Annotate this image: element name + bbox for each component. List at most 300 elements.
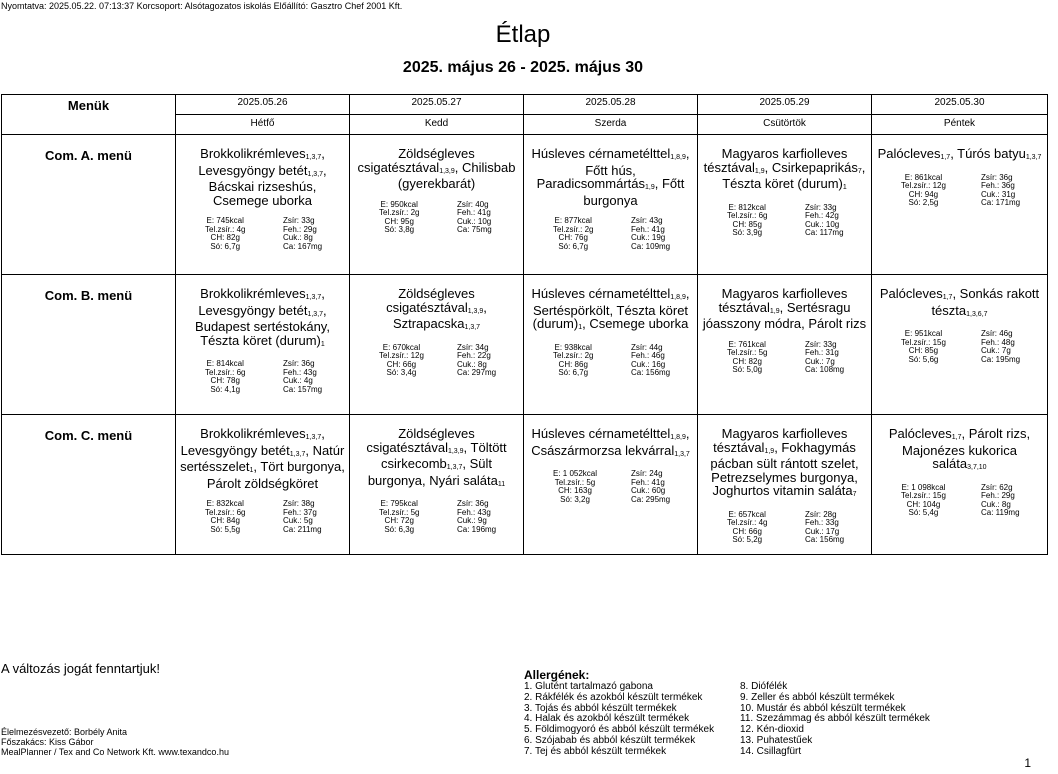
day-name: Hétfő: [176, 114, 349, 130]
menu-cell: [524, 415, 698, 555]
nutrition-value: Ca: 195mg: [981, 354, 1021, 364]
nutrition-value: Cuk.: 7g: [981, 346, 1011, 356]
nutrition-value: Zsír: 33g: [805, 202, 837, 212]
nutrition-value: Tel.zsír.: 15g: [901, 337, 946, 347]
nutrition-value: Cuk.: 7g: [805, 356, 835, 366]
dish-description: [528, 147, 693, 207]
nutrition-value: E: 812kcal: [728, 202, 766, 212]
nutrition-value: Feh.: 36g: [981, 181, 1015, 191]
day-name: Kedd: [350, 114, 523, 130]
nutrition-value: CH: 85g: [908, 346, 939, 356]
allergen-item: 7. Tej és abból készült termékek: [524, 745, 667, 757]
allergen-codes: 1,8,9: [670, 154, 686, 161]
nutrition-info: [702, 511, 867, 545]
nutrition-info: [354, 500, 519, 534]
nutrition-value: Cuk.: 9g: [457, 516, 487, 526]
nutrition-column: [631, 217, 685, 251]
allergen-item: 3. Tojás és abból készült termékek: [524, 702, 677, 714]
dish-text: Zöldségleves csigatésztával: [386, 286, 475, 315]
nutrition-info: [354, 201, 519, 235]
nutrition-info: [876, 174, 1043, 208]
nutrition-value: CH: 94g: [908, 189, 939, 199]
dish-text: Húsleves cérnametélttel: [531, 286, 671, 301]
dish-text: Palócleves: [888, 426, 952, 441]
menu-cell: [524, 275, 698, 415]
allergen-item: 5. Földimogyoró és abból készült termékek: [524, 724, 715, 736]
dish-text: , Párolt rizs, Majonézes kukorica saláta: [902, 426, 1031, 472]
nutrition-column: [553, 344, 593, 378]
dish-text: , Levesgyöngy betét: [180, 426, 325, 458]
nutrition-value: Tel.zsír.: 2g: [379, 208, 420, 218]
nutrition-value: Tel.zsír.: 6g: [205, 367, 246, 377]
allergen-item: 6. Szójabab és abból készült termékek: [524, 734, 696, 746]
dish-text: , Császármorzsa lekvárral: [531, 426, 690, 458]
nutrition-value: Ca: 171mg: [981, 198, 1021, 208]
nutrition-value: E: 795kcal: [380, 499, 418, 509]
dish-text: , Levesgyöngy betét: [198, 146, 325, 178]
nutrition-value: CH: 86g: [558, 359, 588, 369]
dish-description: [876, 427, 1043, 474]
nutrition-value: E: 745kcal: [206, 216, 244, 226]
menu-cell: [350, 275, 524, 415]
nutrition-value: E: 657kcal: [728, 509, 766, 519]
dish-text: Palócleves: [877, 146, 941, 161]
nutrition-column: [283, 217, 337, 251]
allergen-codes: 1,3,7: [464, 324, 481, 332]
day-header: [524, 95, 698, 135]
dish-text: , Sztrapacska: [392, 299, 487, 332]
allergen-codes: 1,3,7: [307, 170, 324, 178]
staff-line: Élelmezésvezető: Borbély Anita: [1, 727, 128, 737]
dish-description: [702, 427, 867, 501]
allergen-codes: 1: [578, 324, 583, 332]
dish-text: Magyaros karfiolleves tésztával: [703, 146, 848, 175]
allergen-codes: 1,3,7: [305, 294, 322, 301]
menu-cell: [872, 275, 1048, 415]
nutrition-value: Tel.zsír.: 5g: [379, 507, 420, 517]
dish-text: , Chilisbab (gyerekbarát): [397, 159, 516, 192]
menu-cell: [872, 135, 1048, 275]
dish-description: [354, 427, 519, 490]
allergen-codes: 1,9: [645, 184, 655, 192]
day-header: [872, 95, 1048, 135]
nutrition-column: [901, 330, 946, 364]
nutrition-column: [727, 204, 767, 238]
nutrition-value: E: 1 052kcal: [553, 469, 598, 479]
day-date: 2025.05.28: [585, 97, 636, 108]
dish-text: , Sonkás rakott tészta: [931, 286, 1040, 318]
nutrition-value: Feh.: 46g: [631, 351, 665, 361]
menu-cell: [698, 135, 872, 275]
dish-text: , Bácskai rizseshús, Csemege uborka: [208, 162, 327, 208]
nutrition-value: Ca: 75mg: [457, 225, 492, 235]
day-date: 2025.05.30: [934, 97, 985, 108]
nutrition-value: Feh.: 22g: [457, 351, 491, 361]
menus-column-header: Menük: [2, 95, 176, 135]
nutrition-value: Tel.zsír.: 5g: [727, 348, 768, 358]
dish-text: , Fokhagymás pácban sült rántott szelet, Petrezselymes burgonya, Joghurtos vitamin saláta: [710, 439, 859, 499]
nutrition-value: CH: 76g: [558, 233, 588, 243]
staff-info: [1, 727, 229, 757]
nutrition-value: Feh.: 31g: [805, 348, 839, 358]
nutrition-info: [528, 344, 693, 378]
nutrition-value: Zsír: 36g: [457, 499, 489, 509]
nutrition-value: Zsír: 36g: [981, 172, 1013, 182]
dish-text: , Sertéspörkölt, Tészta köret (durum): [532, 286, 690, 332]
nutrition-value: Zsír: 33g: [283, 216, 315, 226]
nutrition-column: [981, 330, 1035, 364]
nutrition-info: [528, 217, 693, 251]
nutrition-value: E: 950kcal: [380, 199, 418, 209]
nutrition-info: [180, 500, 345, 534]
nutrition-info: [702, 341, 867, 375]
nutrition-info: [180, 217, 345, 251]
nutrition-value: Tel.zsír.: 2g: [553, 351, 594, 361]
nutrition-info: [528, 470, 693, 504]
dish-text: , Töltött csirkecomb: [381, 439, 507, 472]
nutrition-value: CH: 85g: [732, 219, 762, 229]
change-notice: A változás jogát fenntartjuk!: [1, 661, 160, 676]
nutrition-value: Tel.zsír.: 6g: [205, 507, 246, 517]
allergen-codes: 1,9: [764, 447, 775, 455]
nutrition-value: Ca: 211mg: [283, 524, 322, 534]
allergen-codes: 1,3,6,7: [966, 310, 988, 318]
menu-body: [2, 135, 1048, 555]
dish-text: Brokkolikrémleves: [200, 426, 306, 441]
dish-text: , Tört burgonya, Párolt zöldségköret: [206, 459, 345, 491]
nutrition-value: Ca: 157mg: [283, 384, 323, 394]
nutrition-value: Só: 2,5g: [908, 198, 939, 208]
allergen-codes: 1,3,9: [467, 307, 484, 315]
nutrition-value: Cuk.: 17g: [805, 526, 840, 536]
nutrition-column: [631, 470, 685, 504]
nutrition-value: CH: 82g: [732, 356, 762, 366]
nutrition-value: CH: 78g: [210, 376, 240, 386]
nutrition-value: Zsír: 24g: [631, 469, 663, 479]
nutrition-value: Ca: 156mg: [631, 368, 671, 378]
nutrition-value: CH: 95g: [384, 216, 414, 226]
nutrition-value: E: 951kcal: [904, 329, 943, 339]
allergen-codes: 1,9: [769, 307, 780, 315]
allergen-codes: 1,3,7: [674, 450, 690, 458]
nutrition-column: [805, 204, 859, 238]
allergen-codes: 1,8,9: [670, 434, 686, 441]
allergen-item: 2. Rákfélék és azokból készült termékek: [524, 691, 703, 703]
nutrition-info: [354, 344, 519, 378]
allergen-codes: 1,7: [951, 434, 962, 441]
allergen-codes: 11: [497, 480, 506, 488]
allergen-codes: 1: [249, 467, 254, 475]
nutrition-column: [727, 511, 767, 545]
nutrition-value: Tel.zsír.: 5g: [554, 477, 596, 487]
dish-description: [354, 287, 519, 334]
page-number: 1: [1024, 756, 1031, 770]
nutrition-value: Cuk.: 5g: [283, 516, 313, 526]
allergen-item: 11. Szezámmag és abból készült termékek: [740, 713, 930, 725]
nutrition-value: Só: 5,6g: [908, 354, 939, 364]
nutrition-value: CH: 82g: [210, 233, 240, 243]
nutrition-column: [457, 344, 511, 378]
nutrition-value: Feh.: 43g: [283, 367, 317, 377]
nutrition-value: Ca: 297mg: [457, 368, 497, 378]
nutrition-column: [283, 360, 337, 394]
allergen-codes: 1,7: [940, 154, 951, 161]
dish-text: , Csemege uborka: [582, 316, 689, 332]
nutrition-value: Feh.: 37g: [283, 507, 317, 517]
menu-cell: [176, 275, 350, 415]
dish-description: [876, 147, 1043, 164]
dish-text: , Csirkepaprikás: [764, 159, 858, 175]
nutrition-value: Cuk.: 60g: [631, 486, 666, 496]
allergen-item: 8. Diófélék: [740, 681, 788, 692]
menu-row: [2, 415, 1048, 555]
dish-description: [702, 287, 867, 331]
dish-text: , Levesgyöngy betét: [198, 286, 325, 318]
nutrition-value: Tel.zsír.: 6g: [727, 211, 768, 221]
nutrition-value: Só: 5,2g: [732, 535, 763, 545]
menu-cell: [350, 415, 524, 555]
day-date: 2025.05.29: [759, 97, 810, 108]
menu-cell: [872, 415, 1048, 555]
nutrition-value: CH: 66g: [732, 526, 762, 536]
nutrition-column: [205, 500, 245, 534]
dish-text: Húsleves cérnametélttel: [531, 426, 671, 441]
nutrition-value: Só: 5,4g: [908, 508, 939, 518]
day-header: [176, 95, 350, 135]
nutrition-value: Cuk.: 8g: [457, 359, 487, 369]
nutrition-value: E: 1 098kcal: [901, 482, 946, 492]
nutrition-value: Ca: 196mg: [457, 524, 497, 534]
nutrition-column: [379, 500, 419, 534]
menu-row: [2, 135, 1048, 275]
nutrition-value: Só: 6,7g: [210, 241, 241, 251]
dish-description: [528, 287, 693, 334]
allergen-codes: 1,3,7: [289, 450, 306, 458]
dish-description: [180, 287, 345, 350]
nutrition-column: [283, 500, 337, 534]
allergens-title: Allergének:: [524, 668, 590, 682]
nutrition-value: Só: 5,0g: [732, 365, 763, 375]
dish-text: Zöldségleves csigatésztával: [366, 426, 475, 455]
dish-description: [702, 147, 867, 194]
nutrition-value: Só: 5,5g: [210, 524, 241, 534]
dish-text: Húsleves cérnametélttel: [531, 146, 671, 161]
dish-description: [354, 147, 519, 191]
dish-description: [180, 147, 345, 207]
nutrition-value: Zsír: 40g: [457, 199, 489, 209]
nutrition-value: Ca: 156mg: [805, 535, 845, 545]
allergen-item: 14. Csillagfürt: [740, 745, 802, 757]
dish-text: Brokkolikrémleves: [200, 286, 306, 301]
nutrition-column: [457, 500, 511, 534]
allergen-item: 10. Mustár és abból készült termékek: [740, 702, 906, 714]
nutrition-value: Só: 6,3g: [384, 524, 415, 534]
nutrition-column: [457, 201, 511, 235]
day-name: Csütörtök: [698, 114, 871, 130]
allergen-codes: 1: [842, 184, 847, 192]
nutrition-value: E: 938kcal: [554, 342, 592, 352]
nutrition-value: Zsír: 33g: [805, 339, 837, 349]
nutrition-column: [379, 344, 424, 378]
nutrition-value: Feh.: 29g: [981, 491, 1015, 501]
nutrition-value: Cuk.: 4g: [283, 376, 313, 386]
allergen-codes: 1,3,9: [439, 167, 455, 175]
allergen-codes: 7: [857, 167, 862, 175]
nutrition-value: Cuk.: 31g: [981, 189, 1016, 199]
nutrition-value: Só: 3,4g: [386, 368, 417, 378]
nutrition-value: Cuk.: 10g: [457, 216, 492, 226]
nutrition-value: Cuk.: 8g: [981, 499, 1011, 509]
nutrition-info: [180, 360, 345, 394]
dish-text: , Sült burgonya, Nyári saláta: [367, 456, 498, 488]
nutrition-value: Zsír: 62g: [981, 482, 1013, 492]
nutrition-column: [727, 341, 767, 375]
nutrition-column: [205, 217, 245, 251]
nutrition-value: Ca: 109mg: [631, 241, 671, 251]
nutrition-info: [702, 204, 867, 238]
nutrition-value: CH: 104g: [906, 499, 941, 509]
menu-cell: [698, 415, 872, 555]
nutrition-value: Ca: 108mg: [805, 365, 845, 375]
nutrition-value: CH: 72g: [384, 516, 414, 526]
dish-text: , Sertésragu jóasszony módra, Párolt rizs: [702, 299, 867, 332]
nutrition-value: Feh.: 41g: [457, 208, 491, 218]
allergen-item: 1. Glutént tartalmazó gabona: [524, 681, 653, 692]
nutrition-value: Feh.: 33g: [805, 518, 839, 528]
nutrition-value: Só: 3,9g: [732, 228, 763, 238]
nutrition-value: CH: 66g: [386, 359, 417, 369]
allergen-codes: 1,3,7: [1025, 154, 1042, 161]
print-info: Nyomtatva: 2025.05.22. 07:13:37 Korcsoport: Alsótagozatos iskolás Előállító: Gasztro Chef 2001 Kft.: [1, 1, 403, 11]
dish-text: Magyaros karfiolleves tésztával: [713, 426, 848, 455]
menu-row-label: Com. C. menü: [2, 415, 176, 555]
nutrition-column: [805, 341, 859, 375]
nutrition-value: Ca: 117mg: [805, 228, 844, 238]
day-date: 2025.05.26: [237, 97, 288, 108]
allergen-codes: 3,7,10: [967, 464, 987, 472]
allergen-codes: 1,3,7: [305, 154, 322, 161]
dish-text: Magyaros karfiolleves tésztával: [718, 286, 848, 315]
allergen-codes: 1,3,9: [447, 447, 464, 455]
nutrition-value: E: 761kcal: [728, 339, 766, 349]
allergen-codes: 1: [320, 340, 325, 348]
allergen-codes: 1,8,9: [670, 294, 686, 301]
staff-line: Főszakács: Kiss Gábor: [1, 737, 94, 747]
nutrition-column: [981, 484, 1035, 518]
nutrition-value: E: 877kcal: [554, 216, 592, 226]
allergen-codes: 7: [852, 491, 857, 499]
nutrition-column: [981, 174, 1035, 208]
allergen-codes: 1,3,7: [307, 310, 324, 318]
nutrition-value: Zsír: 43g: [631, 216, 663, 226]
allergen-codes: 1,7: [942, 294, 953, 301]
nutrition-value: Cuk.: 8g: [283, 233, 313, 243]
day-name: Péntek: [872, 114, 1047, 130]
day-header: [698, 95, 872, 135]
nutrition-value: Tel.zsír.: 12g: [379, 351, 424, 361]
menu-cell: [524, 135, 698, 275]
nutrition-value: E: 861kcal: [904, 172, 943, 182]
nutrition-value: Só: 6,7g: [558, 368, 589, 378]
nutrition-column: [205, 360, 245, 394]
page-title: Étlap: [495, 21, 551, 48]
nutrition-column: [631, 344, 685, 378]
nutrition-column: [901, 174, 946, 208]
dish-description: [180, 427, 345, 490]
day-header: [350, 95, 524, 135]
nutrition-value: Ca: 119mg: [981, 508, 1020, 518]
allergen-codes: 1,3,7: [446, 464, 463, 472]
allergen-item: 4. Halak és azokból készült termékek: [524, 713, 690, 725]
nutrition-column: [553, 217, 593, 251]
nutrition-value: Cuk.: 10g: [805, 219, 840, 229]
nutrition-value: Ca: 295mg: [631, 494, 671, 504]
nutrition-value: Tel.zsír.: 12g: [901, 181, 946, 191]
menu-cell: [176, 135, 350, 275]
nutrition-value: Tel.zsír.: 4g: [727, 518, 768, 528]
menu-cell: [350, 135, 524, 275]
nutrition-value: Só: 6,7g: [558, 241, 589, 251]
menu-row-label: Com. B. menü: [2, 275, 176, 415]
nutrition-value: Cuk.: 19g: [631, 233, 666, 243]
menu-cell: [698, 275, 872, 415]
nutrition-value: Zsír: 28g: [805, 509, 837, 519]
nutrition-value: Zsír: 44g: [631, 342, 663, 352]
nutrition-column: [901, 484, 946, 518]
allergen-item: 12. Kén-dioxid: [740, 724, 804, 736]
allergens-list-2: [740, 682, 930, 758]
dish-text: , Főtt burgonya: [583, 176, 685, 208]
nutrition-value: Zsír: 36g: [283, 359, 315, 369]
menu-table: [1, 94, 1048, 555]
nutrition-value: Feh.: 42g: [805, 211, 839, 221]
allergens-list-1: [524, 682, 714, 758]
dish-text: , Budapest sertéstokány, Tészta köret (durum): [195, 302, 330, 348]
dish-text: Palócleves: [879, 286, 943, 301]
nutrition-value: CH: 84g: [210, 516, 240, 526]
dish-description: [876, 287, 1043, 320]
nutrition-value: Feh.: 41g: [631, 224, 665, 234]
nutrition-column: [553, 470, 597, 504]
nutrition-value: E: 670kcal: [382, 342, 421, 352]
nutrition-value: Zsír: 46g: [981, 329, 1013, 339]
nutrition-value: Cuk.: 16g: [631, 359, 666, 369]
nutrition-value: Tel.zsír.: 4g: [205, 224, 246, 234]
nutrition-value: Tel.zsír.: 2g: [553, 224, 594, 234]
day-date: 2025.05.27: [411, 97, 462, 108]
allergen-item: 9. Zeller és abból készült termékek: [740, 691, 895, 703]
nutrition-value: Feh.: 41g: [631, 477, 665, 487]
nutrition-value: E: 814kcal: [206, 359, 244, 369]
nutrition-value: Feh.: 48g: [981, 337, 1015, 347]
menu-cell: [176, 415, 350, 555]
date-range: 2025. május 26 - 2025. május 30: [402, 59, 644, 76]
dish-text: , Túrós batyu: [950, 146, 1026, 161]
nutrition-value: Tel.zsír.: 15g: [901, 491, 946, 501]
nutrition-value: Zsír: 34g: [457, 342, 489, 352]
nutrition-info: [876, 484, 1043, 518]
day-name: Szerda: [524, 114, 697, 130]
dish-text: Brokkolikrémleves: [200, 146, 306, 161]
allergen-codes: 1,3,7: [305, 434, 322, 441]
staff-line: MealPlanner / Tex and Co Network Kft. www.texandco.hu: [1, 747, 229, 757]
nutrition-value: Só: 3,8g: [384, 225, 415, 235]
nutrition-value: Zsír: 38g: [283, 499, 315, 509]
nutrition-info: [876, 330, 1043, 364]
table-header-row: [2, 95, 1048, 135]
dish-text: , Tészta köret (durum): [722, 159, 866, 192]
menu-row: [2, 275, 1048, 415]
